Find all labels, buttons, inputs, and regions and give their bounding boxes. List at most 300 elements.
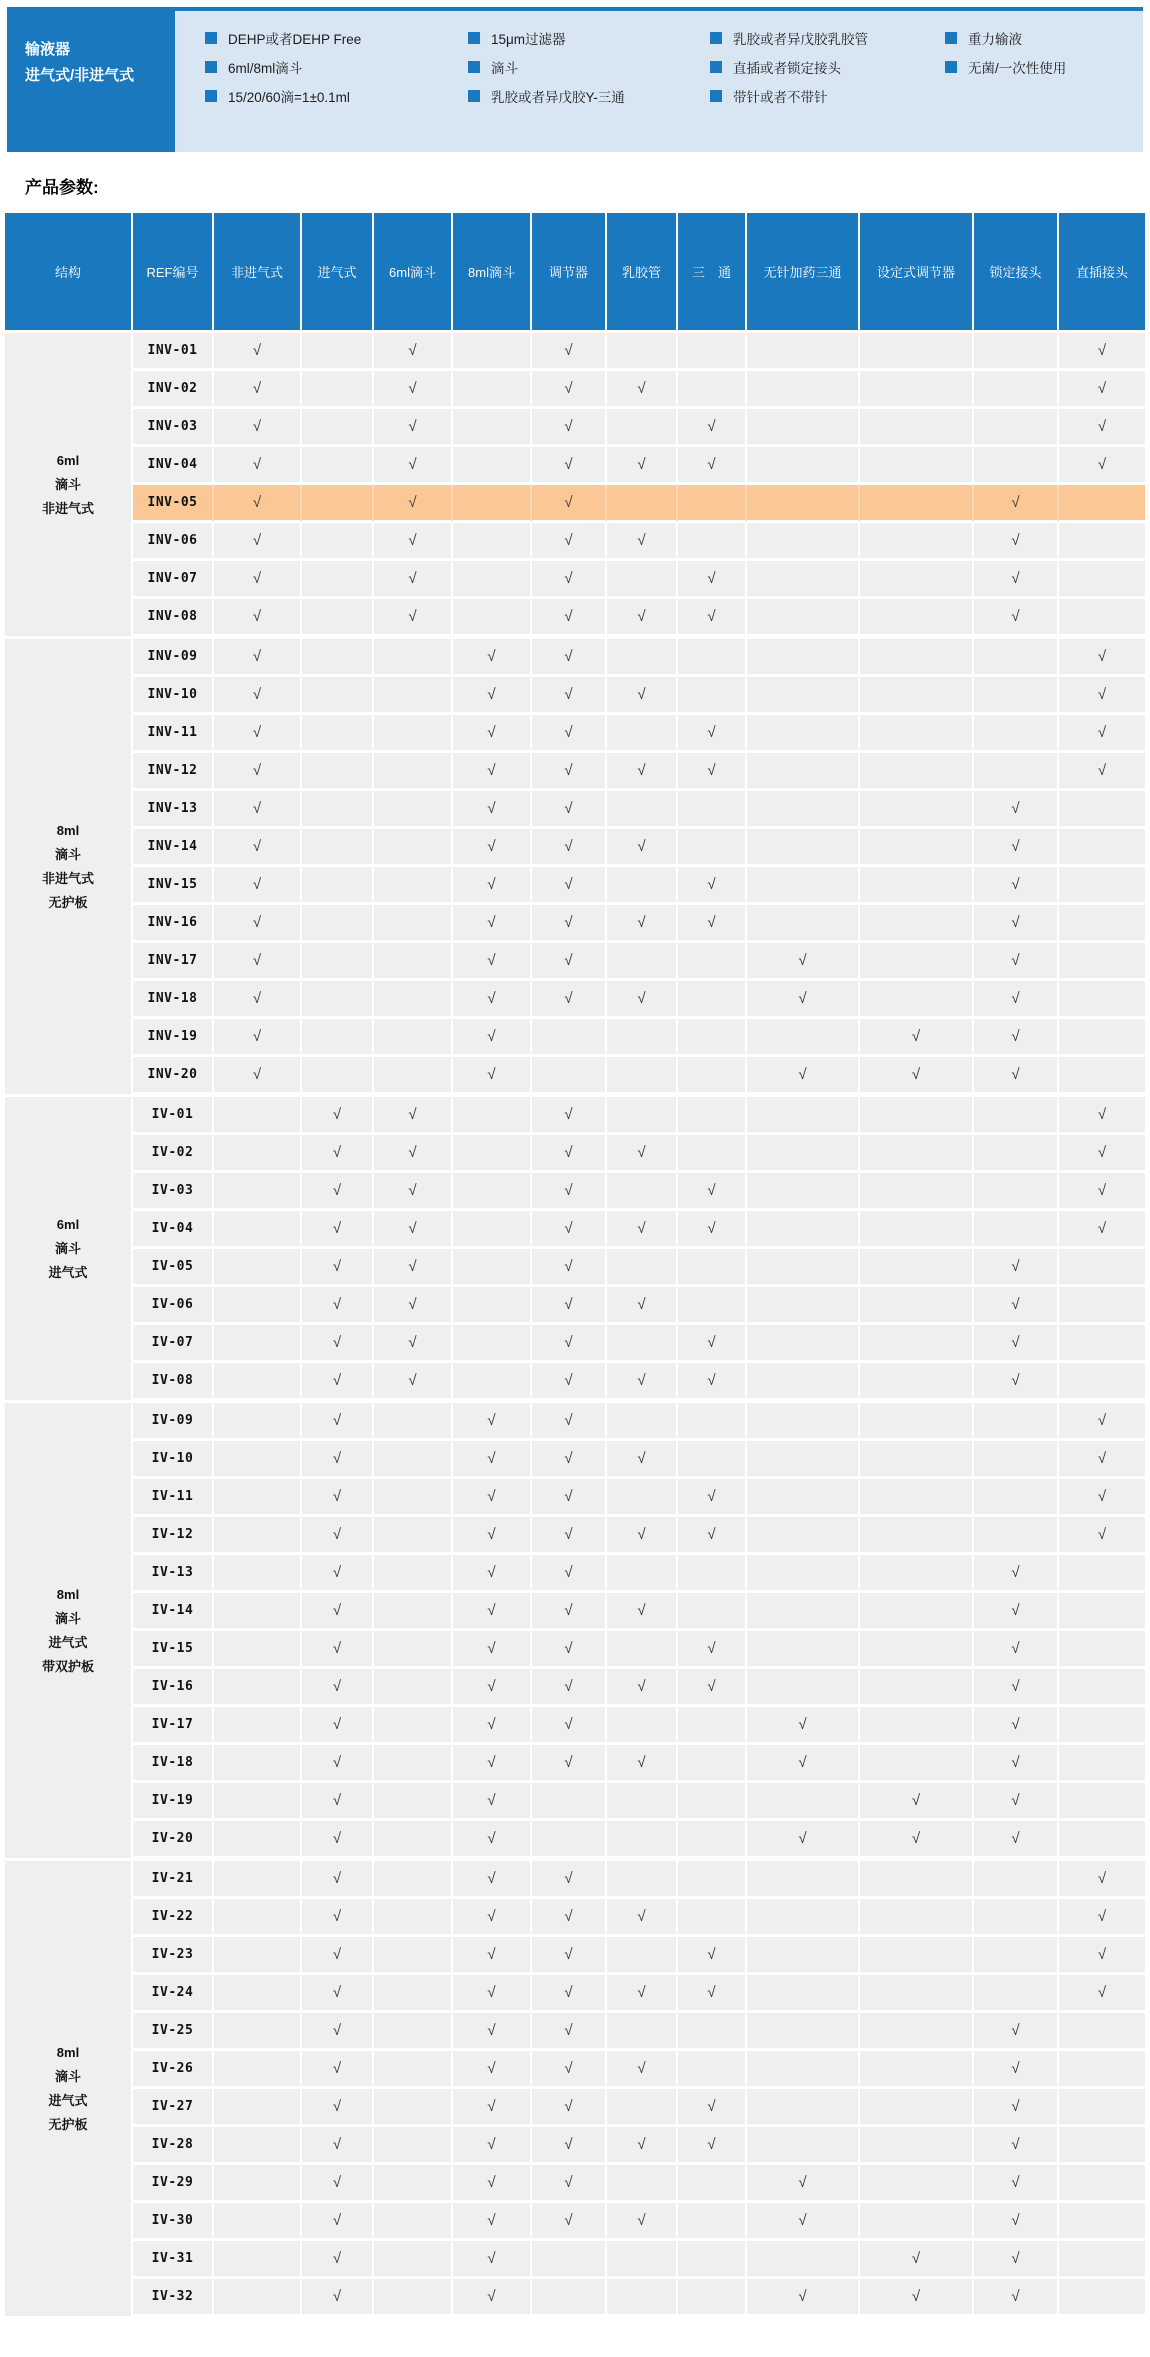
empty-cell — [374, 1745, 453, 1783]
check-mark-cell: √ — [607, 599, 678, 639]
empty-cell — [678, 1249, 747, 1287]
check-mark-cell: √ — [678, 905, 747, 943]
check-mark-cell: √ — [678, 1211, 747, 1249]
empty-cell — [214, 1363, 302, 1403]
ref-code-cell: IV-11 — [133, 1479, 214, 1517]
check-mark-cell: √ — [607, 1287, 678, 1325]
check-mark-cell: √ — [214, 333, 302, 371]
check-mark-cell: √ — [302, 1249, 374, 1287]
banner-features-panel — [175, 7, 1143, 152]
table-row — [5, 639, 1145, 677]
empty-cell — [860, 715, 974, 753]
empty-cell — [374, 2051, 453, 2089]
feature-bullet-item — [468, 86, 710, 106]
feature-bullet-item — [710, 28, 945, 48]
empty-cell — [302, 943, 374, 981]
empty-cell — [1059, 829, 1145, 867]
check-mark-cell: √ — [532, 1899, 607, 1937]
empty-cell — [860, 943, 974, 981]
empty-cell — [607, 943, 678, 981]
empty-cell — [860, 1287, 974, 1325]
check-mark-cell: √ — [1059, 1975, 1145, 2013]
empty-cell — [747, 753, 860, 791]
empty-cell — [747, 1669, 860, 1707]
feature-bullet-label: 乳胶或者异戊胶Y-三通 — [491, 90, 625, 105]
banner-subtitle: 进气式/非进气式 — [25, 67, 135, 84]
empty-cell — [747, 715, 860, 753]
check-mark-cell: √ — [453, 1745, 532, 1783]
check-mark-cell: √ — [678, 2089, 747, 2127]
structure-group-label-line: 8ml — [56, 1586, 80, 1602]
empty-cell — [860, 1937, 974, 1975]
empty-cell — [860, 409, 974, 447]
check-mark-cell: √ — [302, 1441, 374, 1479]
check-mark-cell: √ — [302, 1135, 374, 1173]
empty-cell — [860, 1211, 974, 1249]
check-mark-cell: √ — [860, 2279, 974, 2319]
empty-cell — [532, 1057, 607, 1097]
table-row — [5, 1019, 1145, 1057]
empty-cell — [1059, 1745, 1145, 1783]
empty-cell — [302, 791, 374, 829]
check-mark-cell: √ — [214, 791, 302, 829]
check-mark-cell: √ — [974, 2051, 1059, 2089]
check-mark-cell: √ — [302, 1861, 374, 1899]
empty-cell — [747, 485, 860, 523]
table-row — [5, 981, 1145, 1019]
empty-cell — [974, 639, 1059, 677]
empty-cell — [678, 791, 747, 829]
empty-cell — [532, 2241, 607, 2279]
check-mark-cell: √ — [302, 1783, 374, 1821]
empty-cell — [1059, 2013, 1145, 2051]
feature-bullet-item — [468, 28, 710, 48]
empty-cell — [214, 1135, 302, 1173]
check-mark-cell: √ — [532, 1173, 607, 1211]
empty-cell — [974, 753, 1059, 791]
table-row — [5, 867, 1145, 905]
empty-cell — [1059, 1287, 1145, 1325]
check-mark-cell: √ — [678, 1173, 747, 1211]
empty-cell — [747, 1135, 860, 1173]
check-mark-cell: √ — [302, 2203, 374, 2241]
table-row — [5, 2165, 1145, 2203]
table-row — [5, 1325, 1145, 1363]
check-mark-cell: √ — [607, 677, 678, 715]
check-mark-cell: √ — [374, 1287, 453, 1325]
empty-cell — [1059, 2089, 1145, 2127]
empty-cell — [860, 1899, 974, 1937]
check-mark-cell: √ — [974, 2241, 1059, 2279]
empty-cell — [974, 1173, 1059, 1211]
check-mark-cell: √ — [374, 1363, 453, 1403]
product-banner — [7, 7, 1143, 152]
table-row — [5, 447, 1145, 485]
check-mark-cell: √ — [214, 715, 302, 753]
check-mark-cell: √ — [453, 715, 532, 753]
empty-cell — [747, 677, 860, 715]
table-row — [5, 2127, 1145, 2165]
check-mark-cell: √ — [974, 523, 1059, 561]
check-mark-cell: √ — [453, 2165, 532, 2203]
structure-group-label-line: 进气式 — [48, 2092, 88, 2108]
empty-cell — [374, 867, 453, 905]
bullet-square-icon — [468, 61, 480, 73]
check-mark-cell: √ — [532, 1593, 607, 1631]
check-mark-cell: √ — [678, 1517, 747, 1555]
check-mark-cell: √ — [214, 981, 302, 1019]
empty-cell — [1059, 867, 1145, 905]
check-mark-cell: √ — [974, 1783, 1059, 1821]
ref-code-cell: INV-09 — [133, 639, 214, 677]
feature-bullet-item — [945, 57, 1066, 77]
empty-cell — [678, 333, 747, 371]
check-mark-cell: √ — [974, 2279, 1059, 2319]
check-mark-cell: √ — [453, 905, 532, 943]
empty-cell — [974, 1861, 1059, 1899]
empty-cell — [607, 409, 678, 447]
ref-code-cell: IV-25 — [133, 2013, 214, 2051]
structure-group-cell — [5, 1097, 133, 1403]
check-mark-cell: √ — [1059, 715, 1145, 753]
check-mark-cell: √ — [453, 1479, 532, 1517]
empty-cell — [974, 371, 1059, 409]
empty-cell — [678, 1783, 747, 1821]
check-mark-cell: √ — [974, 599, 1059, 639]
empty-cell — [1059, 2051, 1145, 2089]
empty-cell — [374, 2203, 453, 2241]
bullet-square-icon — [710, 61, 722, 73]
check-mark-cell: √ — [453, 1899, 532, 1937]
empty-cell — [1059, 1593, 1145, 1631]
empty-cell — [747, 1899, 860, 1937]
check-mark-cell: √ — [1059, 1861, 1145, 1899]
ref-code-cell: INV-06 — [133, 523, 214, 561]
check-mark-cell: √ — [1059, 1173, 1145, 1211]
check-mark-cell: √ — [1059, 639, 1145, 677]
feature-bullet-label: 重力输液 — [968, 32, 1022, 47]
ref-code-cell: IV-08 — [133, 1363, 214, 1403]
check-mark-cell: √ — [678, 1479, 747, 1517]
empty-cell — [607, 867, 678, 905]
ref-code-cell: IV-18 — [133, 1745, 214, 1783]
check-mark-cell: √ — [532, 677, 607, 715]
check-mark-cell: √ — [1059, 447, 1145, 485]
empty-cell — [607, 1821, 678, 1861]
check-mark-cell: √ — [860, 1783, 974, 1821]
check-mark-cell: √ — [607, 447, 678, 485]
check-mark-cell: √ — [1059, 1517, 1145, 1555]
ref-code-cell: INV-18 — [133, 981, 214, 1019]
check-mark-cell: √ — [532, 523, 607, 561]
check-mark-cell: √ — [532, 1861, 607, 1899]
empty-cell — [678, 677, 747, 715]
empty-cell — [860, 1745, 974, 1783]
table-row — [5, 829, 1145, 867]
empty-cell — [453, 1325, 532, 1363]
check-mark-cell: √ — [974, 829, 1059, 867]
feature-bullet-item — [710, 86, 945, 106]
empty-cell — [374, 791, 453, 829]
empty-cell — [678, 371, 747, 409]
empty-cell — [860, 2089, 974, 2127]
ref-code-cell: INV-11 — [133, 715, 214, 753]
check-mark-cell: √ — [453, 829, 532, 867]
check-mark-cell: √ — [607, 1745, 678, 1783]
check-mark-cell: √ — [302, 1097, 374, 1135]
bullet-square-icon — [205, 32, 217, 44]
check-mark-cell: √ — [747, 1821, 860, 1861]
feature-bullet-column-2 — [468, 28, 710, 152]
empty-cell — [607, 1019, 678, 1057]
check-mark-cell: √ — [607, 1441, 678, 1479]
table-row — [5, 1249, 1145, 1287]
check-mark-cell: √ — [678, 1325, 747, 1363]
empty-cell — [453, 1249, 532, 1287]
check-mark-cell: √ — [532, 867, 607, 905]
ref-code-cell: IV-10 — [133, 1441, 214, 1479]
empty-cell — [302, 1057, 374, 1097]
table-row — [5, 677, 1145, 715]
empty-cell — [678, 943, 747, 981]
check-mark-cell: √ — [607, 523, 678, 561]
check-mark-cell: √ — [453, 1783, 532, 1821]
check-mark-cell: √ — [302, 1211, 374, 1249]
check-mark-cell: √ — [607, 905, 678, 943]
check-mark-cell: √ — [302, 1325, 374, 1363]
empty-cell — [453, 1363, 532, 1403]
check-mark-cell: √ — [453, 1669, 532, 1707]
check-mark-cell: √ — [453, 1707, 532, 1745]
table-row — [5, 1479, 1145, 1517]
ref-code-cell: IV-03 — [133, 1173, 214, 1211]
check-mark-cell: √ — [214, 561, 302, 599]
table-row — [5, 1517, 1145, 1555]
check-mark-cell: √ — [302, 1975, 374, 2013]
check-mark-cell: √ — [374, 447, 453, 485]
check-mark-cell: √ — [607, 1669, 678, 1707]
empty-cell — [747, 2089, 860, 2127]
empty-cell — [860, 677, 974, 715]
empty-cell — [860, 1135, 974, 1173]
table-row — [5, 485, 1145, 523]
empty-cell — [747, 333, 860, 371]
table-row — [5, 1821, 1145, 1861]
empty-cell — [453, 409, 532, 447]
empty-cell — [678, 1593, 747, 1631]
check-mark-cell: √ — [532, 485, 607, 523]
empty-cell — [1059, 1821, 1145, 1861]
empty-cell — [607, 2241, 678, 2279]
empty-cell — [860, 333, 974, 371]
empty-cell — [1059, 1707, 1145, 1745]
empty-cell — [747, 1975, 860, 2013]
empty-cell — [214, 2203, 302, 2241]
empty-cell — [214, 2127, 302, 2165]
check-mark-cell: √ — [453, 1403, 532, 1441]
empty-cell — [374, 2241, 453, 2279]
empty-cell — [374, 1631, 453, 1669]
check-mark-cell: √ — [607, 981, 678, 1019]
check-mark-cell: √ — [974, 485, 1059, 523]
empty-cell — [607, 1783, 678, 1821]
empty-cell — [974, 1975, 1059, 2013]
check-mark-cell: √ — [302, 1287, 374, 1325]
ref-code-cell: INV-19 — [133, 1019, 214, 1057]
empty-cell — [214, 1975, 302, 2013]
ref-code-cell: IV-01 — [133, 1097, 214, 1135]
ref-code-cell: IV-24 — [133, 1975, 214, 2013]
table-row — [5, 1707, 1145, 1745]
check-mark-cell: √ — [607, 2127, 678, 2165]
table-row — [5, 715, 1145, 753]
column-header-1: 结构 — [5, 213, 133, 333]
structure-group-cell — [5, 333, 133, 639]
structure-group-label-line: 无护板 — [48, 2116, 88, 2132]
empty-cell — [453, 561, 532, 599]
check-mark-cell: √ — [214, 1019, 302, 1057]
empty-cell — [747, 371, 860, 409]
empty-cell — [302, 371, 374, 409]
check-mark-cell: √ — [453, 1593, 532, 1631]
empty-cell — [747, 1937, 860, 1975]
empty-cell — [678, 1441, 747, 1479]
column-header-11: 设定式调节器 — [860, 213, 974, 333]
empty-cell — [302, 715, 374, 753]
empty-cell — [860, 1669, 974, 1707]
check-mark-cell: √ — [860, 1057, 974, 1097]
empty-cell — [374, 981, 453, 1019]
check-mark-cell: √ — [374, 561, 453, 599]
check-mark-cell: √ — [678, 753, 747, 791]
ref-code-cell: INV-08 — [133, 599, 214, 639]
table-row — [5, 1097, 1145, 1135]
table-row — [5, 905, 1145, 943]
empty-cell — [374, 943, 453, 981]
ref-code-cell: IV-02 — [133, 1135, 214, 1173]
check-mark-cell: √ — [1059, 1211, 1145, 1249]
check-mark-cell: √ — [747, 981, 860, 1019]
empty-cell — [214, 1707, 302, 1745]
check-mark-cell: √ — [532, 1631, 607, 1669]
check-mark-cell: √ — [532, 1363, 607, 1403]
table-row — [5, 2241, 1145, 2279]
structure-group-label-line: 滴斗 — [54, 1240, 81, 1256]
check-mark-cell: √ — [747, 2165, 860, 2203]
empty-cell — [1059, 2203, 1145, 2241]
empty-cell — [1059, 1057, 1145, 1097]
empty-cell — [678, 1821, 747, 1861]
empty-cell — [678, 1861, 747, 1899]
check-mark-cell: √ — [974, 2127, 1059, 2165]
empty-cell — [860, 2051, 974, 2089]
empty-cell — [607, 791, 678, 829]
structure-group-label-line: 滴斗 — [54, 2068, 81, 2084]
check-mark-cell: √ — [302, 1479, 374, 1517]
empty-cell — [1059, 943, 1145, 981]
structure-group-label-line: 进气式 — [48, 1264, 88, 1280]
bullet-square-icon — [205, 90, 217, 102]
empty-cell — [1059, 523, 1145, 561]
table-row — [5, 561, 1145, 599]
check-mark-cell: √ — [532, 791, 607, 829]
ref-code-cell: IV-07 — [133, 1325, 214, 1363]
feature-bullet-label: 15/20/60滴=1±0.1ml — [228, 90, 350, 105]
empty-cell — [607, 485, 678, 523]
empty-cell — [453, 447, 532, 485]
feature-bullet-item — [945, 28, 1066, 48]
ref-code-cell: IV-22 — [133, 1899, 214, 1937]
empty-cell — [1059, 1669, 1145, 1707]
check-mark-cell: √ — [374, 1249, 453, 1287]
empty-cell — [453, 1135, 532, 1173]
check-mark-cell: √ — [374, 485, 453, 523]
check-mark-cell: √ — [974, 1745, 1059, 1783]
table-row — [5, 1403, 1145, 1441]
check-mark-cell: √ — [214, 639, 302, 677]
check-mark-cell: √ — [453, 1441, 532, 1479]
empty-cell — [607, 715, 678, 753]
empty-cell — [374, 1821, 453, 1861]
check-mark-cell: √ — [747, 2279, 860, 2319]
check-mark-cell: √ — [974, 1669, 1059, 1707]
empty-cell — [607, 1555, 678, 1593]
empty-cell — [214, 1403, 302, 1441]
empty-cell — [747, 1363, 860, 1403]
ref-code-cell: IV-20 — [133, 1821, 214, 1861]
structure-group-cell — [5, 639, 133, 1097]
empty-cell — [1059, 905, 1145, 943]
ref-code-cell: IV-06 — [133, 1287, 214, 1325]
check-mark-cell: √ — [974, 2089, 1059, 2127]
check-mark-cell: √ — [532, 943, 607, 981]
check-mark-cell: √ — [607, 753, 678, 791]
ref-code-cell: IV-32 — [133, 2279, 214, 2319]
column-header-6: 8ml滴斗 — [453, 213, 532, 333]
check-mark-cell: √ — [453, 2127, 532, 2165]
empty-cell — [860, 2165, 974, 2203]
empty-cell — [302, 523, 374, 561]
empty-cell — [302, 447, 374, 485]
feature-bullet-label: 6ml/8ml滴斗 — [228, 61, 303, 76]
check-mark-cell: √ — [453, 1631, 532, 1669]
empty-cell — [1059, 2241, 1145, 2279]
empty-cell — [974, 1899, 1059, 1937]
empty-cell — [860, 1593, 974, 1631]
feature-bullet-item — [710, 57, 945, 77]
check-mark-cell: √ — [607, 2051, 678, 2089]
ref-code-cell: INV-07 — [133, 561, 214, 599]
empty-cell — [747, 1097, 860, 1135]
empty-cell — [1059, 1363, 1145, 1403]
ref-code-cell: IV-29 — [133, 2165, 214, 2203]
structure-group-label-line: 8ml — [56, 2044, 80, 2060]
check-mark-cell: √ — [678, 409, 747, 447]
feature-bullet-label: 滴斗 — [491, 61, 518, 76]
check-mark-cell: √ — [678, 1363, 747, 1403]
check-mark-cell: √ — [532, 905, 607, 943]
check-mark-cell: √ — [747, 1707, 860, 1745]
column-header-12: 锁定接头 — [974, 213, 1059, 333]
bullet-square-icon — [468, 90, 480, 102]
feature-bullet-label: 带针或者不带针 — [733, 90, 828, 105]
check-mark-cell: √ — [607, 1517, 678, 1555]
empty-cell — [860, 523, 974, 561]
empty-cell — [302, 677, 374, 715]
empty-cell — [1059, 561, 1145, 599]
check-mark-cell: √ — [532, 1555, 607, 1593]
empty-cell — [374, 2279, 453, 2319]
